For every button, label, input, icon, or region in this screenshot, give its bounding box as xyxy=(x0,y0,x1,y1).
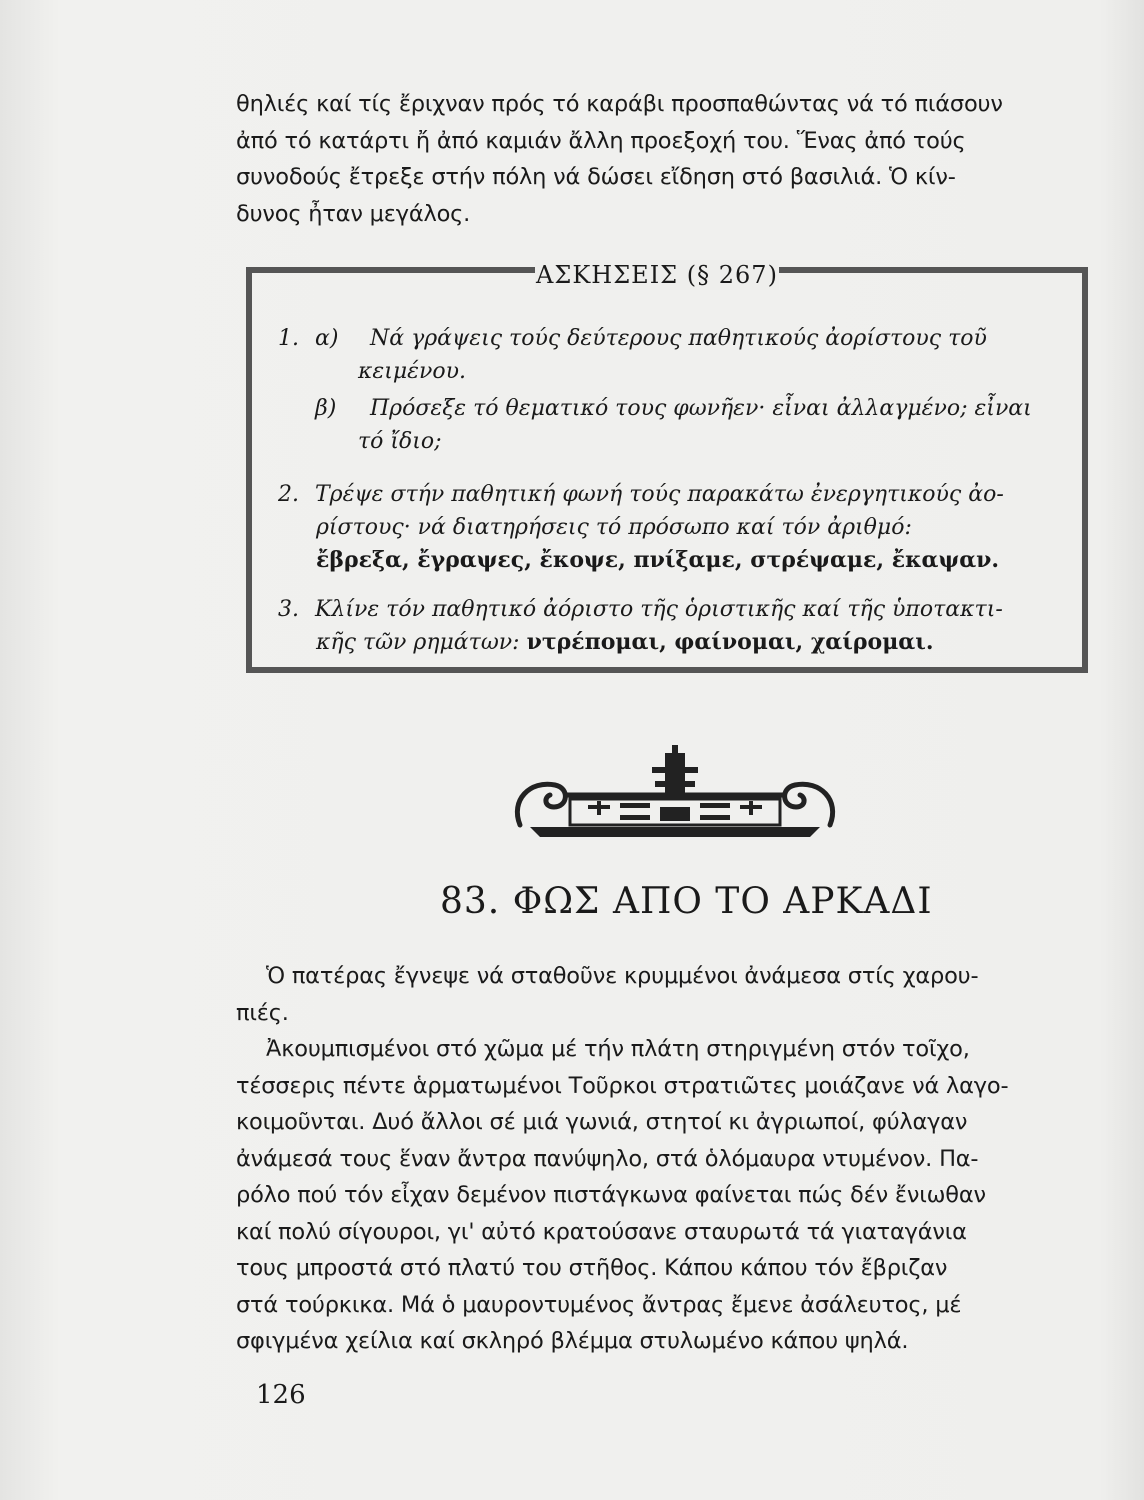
exercise-1b xyxy=(278,392,1068,458)
exercise-text: Τρέψε στήν παθητική φωνή τούς παρακάτω ἐνεργητικούς ἀο- xyxy=(315,482,1004,507)
exercise-1a xyxy=(278,322,1068,388)
text-line: συνοδούς ἔτρεξε στήν πόλη νά δώσει εἴδηση στό βασιλιά. Ὁ κίν- xyxy=(236,164,956,190)
exercises-title: ΑΣΚΗΣΕΙΣ (§ 267) xyxy=(536,261,778,289)
exercise-number: 3. xyxy=(278,597,299,622)
exercise-words: ἔβρεξα, ἔγραψες, ἔκοψε, πνίξαμε, στρέψαμε, ἔκαψαν. xyxy=(316,547,1000,573)
exercise-text: ρίστους· νά διατηρήσεις τό πρόσωπο καί τόν ἀριθμό: xyxy=(316,515,912,540)
text-line: στά τούρκικα. Μά ὁ μαυροντυμένος ἄντρας ἔμενε ἀσάλευτος, μέ xyxy=(236,1291,962,1318)
exercise-text: κῆς τῶν ρημάτων: xyxy=(316,630,520,655)
exercise-words: ντρέπομαι, φαίνομαι, χαίρομαι. xyxy=(526,629,934,655)
text-line: ρόλο πού τόν εἶχαν δεμένον πιστάγκωνα φαίνεται πώς δέν ἔνιωθαν xyxy=(236,1182,986,1208)
exercise-number: 2. xyxy=(278,482,299,507)
exercise-text: τό ἴδιο; xyxy=(358,429,442,454)
exercise-text: Πρόσεξε τό θεματικό τους φωνῆεν· εἶναι ἀλλαγμένο; εἶναι xyxy=(370,396,1032,421)
exercise-text: Κλίνε τόν παθητικό ἀόριστο τῆς ὁριστικῆς καί τῆς ὑποτακτι- xyxy=(315,597,1003,622)
exercise-3 xyxy=(278,593,1068,659)
text-line: σφιγμένα χείλια καί σκληρό βλέμμα στυλωμένο κάπου ψηλά. xyxy=(236,1328,909,1354)
text-line: ἀνάμεσά τους ἕναν ἄντρα πανύψηλο, στά ὁλόμαυρα ντυμένον. Πα- xyxy=(236,1145,979,1172)
exercise-2 xyxy=(278,478,1068,577)
ornament-icon xyxy=(510,745,840,845)
text-line: ἀπό τό κατάρτι ἤ ἀπό καμιάν ἄλλη προεξοχή του. Ἕνας ἀπό τούς xyxy=(236,127,966,154)
exercise-part-label: β) xyxy=(315,396,337,421)
exercise-text: κειμένου. xyxy=(358,359,466,384)
text-line: Ὁ πατέρας ἔγνεψε νά σταθοῦνε κρυμμένοι ἀνάμεσα στίς χαρου- xyxy=(266,963,979,989)
body-paragraph-2 xyxy=(236,1031,1104,1360)
text-line: κοιμοῦνται. Δυό ἄλλοι σέ μιά γωνιά, στητοί κι ἀγριωποί, φύλαγαν xyxy=(236,1109,968,1135)
text-line: Ἀκουμπισμένοι στό χῶμα μέ τήν πλάτη στηριγμένη στόν τοῖχο, xyxy=(266,1036,970,1062)
text-line: θηλιές καί τίς ἔριχναν πρός τό καράβι προσπαθώντας νά τό πιάσουν xyxy=(236,91,1003,117)
exercise-part-label: α) xyxy=(315,326,339,351)
text-line: δυνος ἦταν μεγάλος. xyxy=(236,200,471,227)
body-paragraph-1 xyxy=(236,958,1104,1031)
exercise-number: 1. xyxy=(278,326,299,351)
page-number: 126 xyxy=(256,1380,306,1410)
chapter-title: 83. ΦΩΣ ΑΠΟ ΤΟ ΑΡΚΑΔΙ xyxy=(440,881,933,922)
exercise-text: Νά γράψεις τούς δεύτερους παθητικούς ἀορίστους τοῦ xyxy=(370,326,987,351)
text-line: τέσσερις πέντε ἁρματωμένοι Τοῦρκοι στρατιῶτες μοιάζανε νά λαγο- xyxy=(236,1072,1009,1099)
top-paragraph xyxy=(236,86,1104,232)
text-line: πιές. xyxy=(236,999,289,1026)
text-line: τους μπροστά στό πλατύ του στῆθος. Κάπου κάπου τόν ἔβριζαν xyxy=(236,1255,948,1281)
text-line: καί πολύ σίγουροι, γι' αὐτό κρατούσανε σταυρωτά τά γιαταγάνια xyxy=(236,1218,967,1245)
